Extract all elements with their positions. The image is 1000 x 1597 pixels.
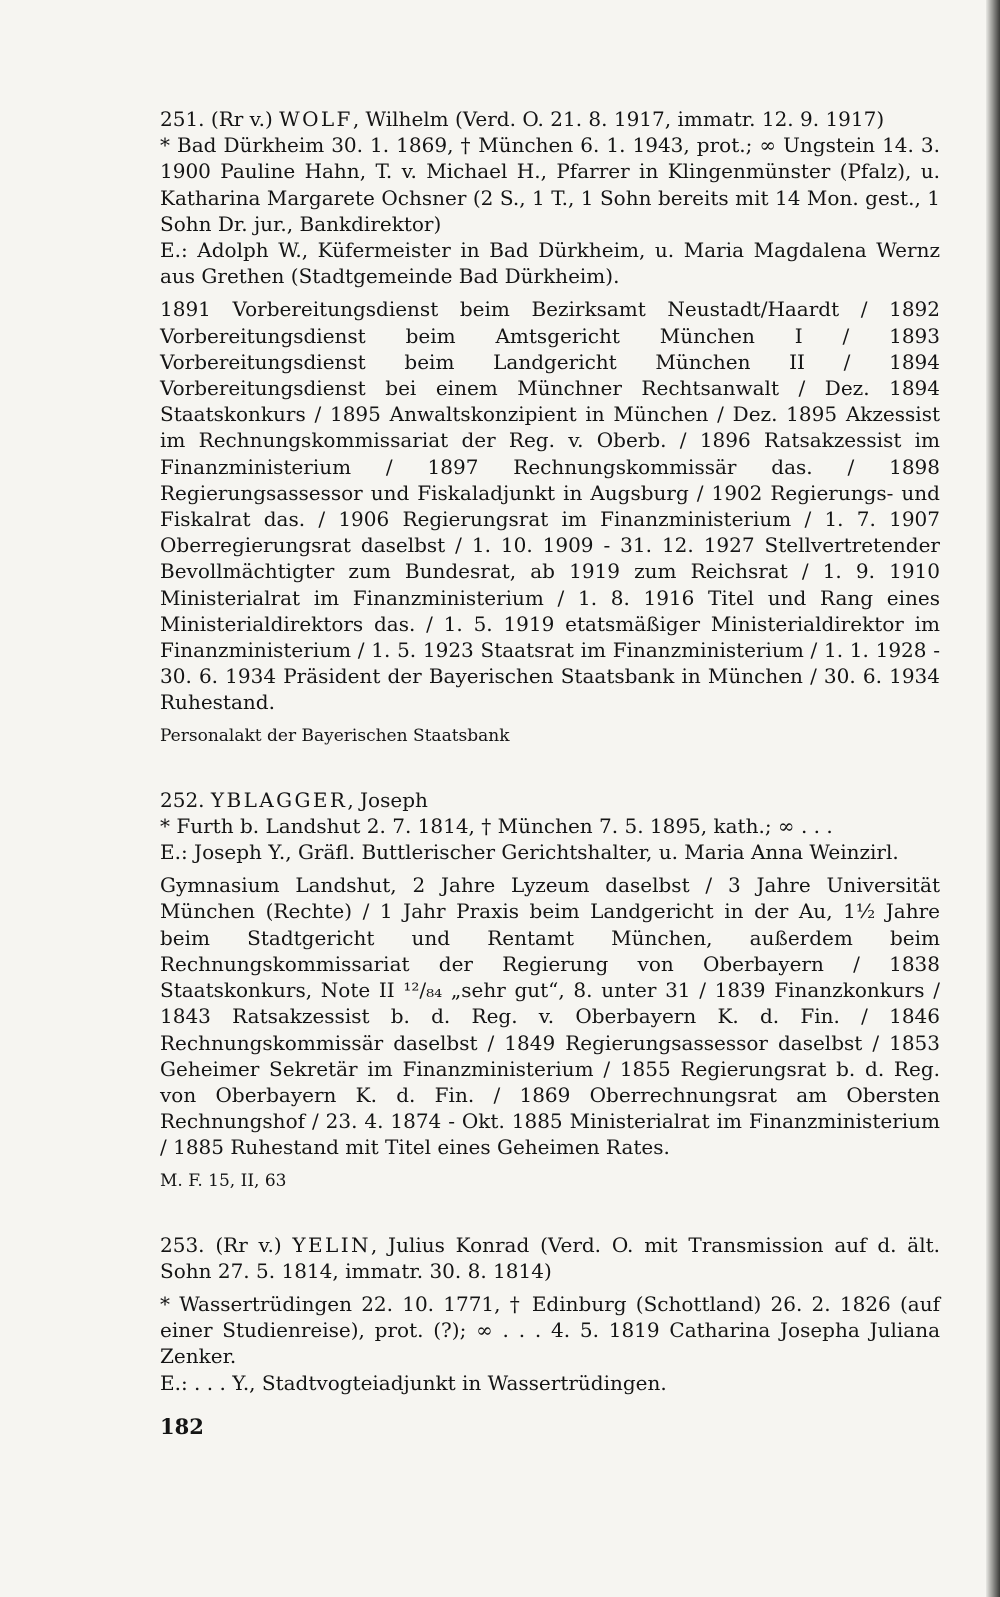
entry-header (160, 787, 940, 813)
entry-career: Gymnasium Landshut, 2 Jahre Lyzeum daselbst / 3 Jahre Universität München (Rechte) / 1 Jahr Praxis beim Landgericht in der Au, 1½ Jahre beim Stadtgericht und Rentamt München, außerdem beim Rechnungskommissariat der Regierung von Oberbayern / 1838 Staatskonkurs, Note II ¹²/₈₄ „sehr gut“, 8. unter 31 / 1839 Finanzkonkurs / 1843 Ratsakzessist b. d. Reg. v. Oberbayern K. d. Fin. / 1846 Rechnungskommissär daselbst / 1849 Regierungsassessor daselbst / 1853 Geheimer Sekretär im Finanzministerium / 1855 Regierungsrat b. d. Reg. von Oberbayern K. d. Fin. / 1869 Oberrechnungsrat am Obersten Rechnungshof / 23. 4. 1874 - Okt. 1885 Ministerialrat im Finanzministerium / 1885 Ruhestand mit Titel eines Geheimen Rates. (160, 873, 940, 1160)
entry-number: 253. (160, 1232, 205, 1257)
entry-parents-line: E.: . . . Y., Stadtvogteiadjunkt in Wassertrüdingen. (160, 1370, 667, 1395)
entry-birth-line: * Furth b. Landshut 2. 7. 1814, † München 7. 5. 1895, kath.; ∞ . . . (160, 813, 833, 838)
entry-source: M. F. 15, II, 63 (160, 1170, 287, 1191)
entry-header-rest: , Wilhelm (Verd. O. 21. 8. 1917, immatr. 12. 9. 1917) (352, 107, 885, 131)
entry-source: Personalakt der Bayerischen Staatsbank (160, 725, 510, 746)
entry-birth-line: * Bad Dürkheim 30. 1. 1869, † München 6. 1. 1943, prot.; ∞ Ungstein 14. 3. 1900 Pauline Hahn, T. v. Michael H., Pfarrer in Klingenmünster (Pfalz), u. Katharina Margarete Ochsner (2 S., 1 T., 1 Sohn bereits mit 14 Mon. gest., 1 Sohn Dr. jur., Bankdirektor) (160, 133, 940, 236)
entry-251 (160, 106, 940, 747)
entry-prefix: (Rr v.) (215, 1232, 282, 1257)
entry-number: 252. (160, 787, 205, 812)
entry-252 (160, 787, 940, 1192)
entry-parents-line: E.: Adolph W., Küfermeister in Bad Dürkheim, u. Maria Magdalena Wernz aus Grethen (Stadtgemeinde Bad Dürkheim). (160, 238, 940, 289)
entry-header (160, 106, 940, 132)
entry-parents-line: E.: Joseph Y., Gräfl. Buttlerischer Gerichtshalter, u. Maria Anna Weinzirl. (160, 840, 899, 865)
entry-header (160, 1232, 940, 1284)
entry-surname: YELIN (292, 1232, 371, 1257)
book-spine-shadow (986, 0, 1000, 1597)
entry-birth-line: * Wassertrüdingen 22. 10. 1771, † Edinburg (Schottland) 26. 2. 1826 (auf einer Studienreise), prot. (?); ∞ . . . 4. 5. 1819 Catharina Josepha Juliana Zenker. (160, 1291, 940, 1369)
entry-number: 251. (160, 107, 205, 131)
entry-career: 1891 Vorbereitungsdienst beim Bezirksamt Neustadt/Haardt / 1892 Vorbereitungsdienst beim Amtsgericht München I / 1893 Vorbereitungsdienst beim Landgericht München II / 1894 Vorbereitungsdienst bei einem Münchner Rechtsanwalt / Dez. 1894 Staatskonkurs / 1895 Anwaltskonzipient in München / Dez. 1895 Akzessist im Rechnungskommissariat der Reg. v. Oberb. / 1896 Ratsakzessist im Finanzministerium / 1897 Rechnungskommissär das. / 1898 Regierungsassessor und Fiskaladjunkt in Augsburg / 1902 Regierungs- und Fiskalrat das. / 1906 Regierungsrat im Finanzministerium / 1. 7. 1907 Oberregierungsrat daselbst / 1. 10. 1909 - 31. 12. 1927 Stellvertretender Bevollmächtigter zum Bundesrat, ab 1919 zum Reichsrat / 1. 9. 1910 Ministerialrat im Finanzministerium / 1. 8. 1916 Titel und Rang eines Ministerialdirektors das. / 1. 5. 1919 etatsmäßiger Ministerialdirektor im Finanzministerium / 1. 5. 1923 Staatsrat im Finanzministerium / 1. 1. 1928 - 30. 6. 1934 Präsident der Bayerischen Staatsbank in München / 30. 6. 1934 Ruhestand. (160, 297, 940, 715)
text-block (160, 106, 940, 1396)
entry-253 (160, 1232, 940, 1396)
page-number: 182 (160, 1414, 204, 1439)
entry-surname: YBLAGGER (210, 787, 348, 812)
entry-prefix: (Rr v.) (210, 107, 273, 131)
entry-header-rest: , Julius Konrad (Verd. O. mit Transmission auf d. ält. Sohn 27. 5. 1814, immatr. 30. 8. 1814) (160, 1232, 941, 1283)
entry-header-rest: , Joseph (347, 787, 428, 812)
entry-surname: WOLF (279, 107, 353, 131)
